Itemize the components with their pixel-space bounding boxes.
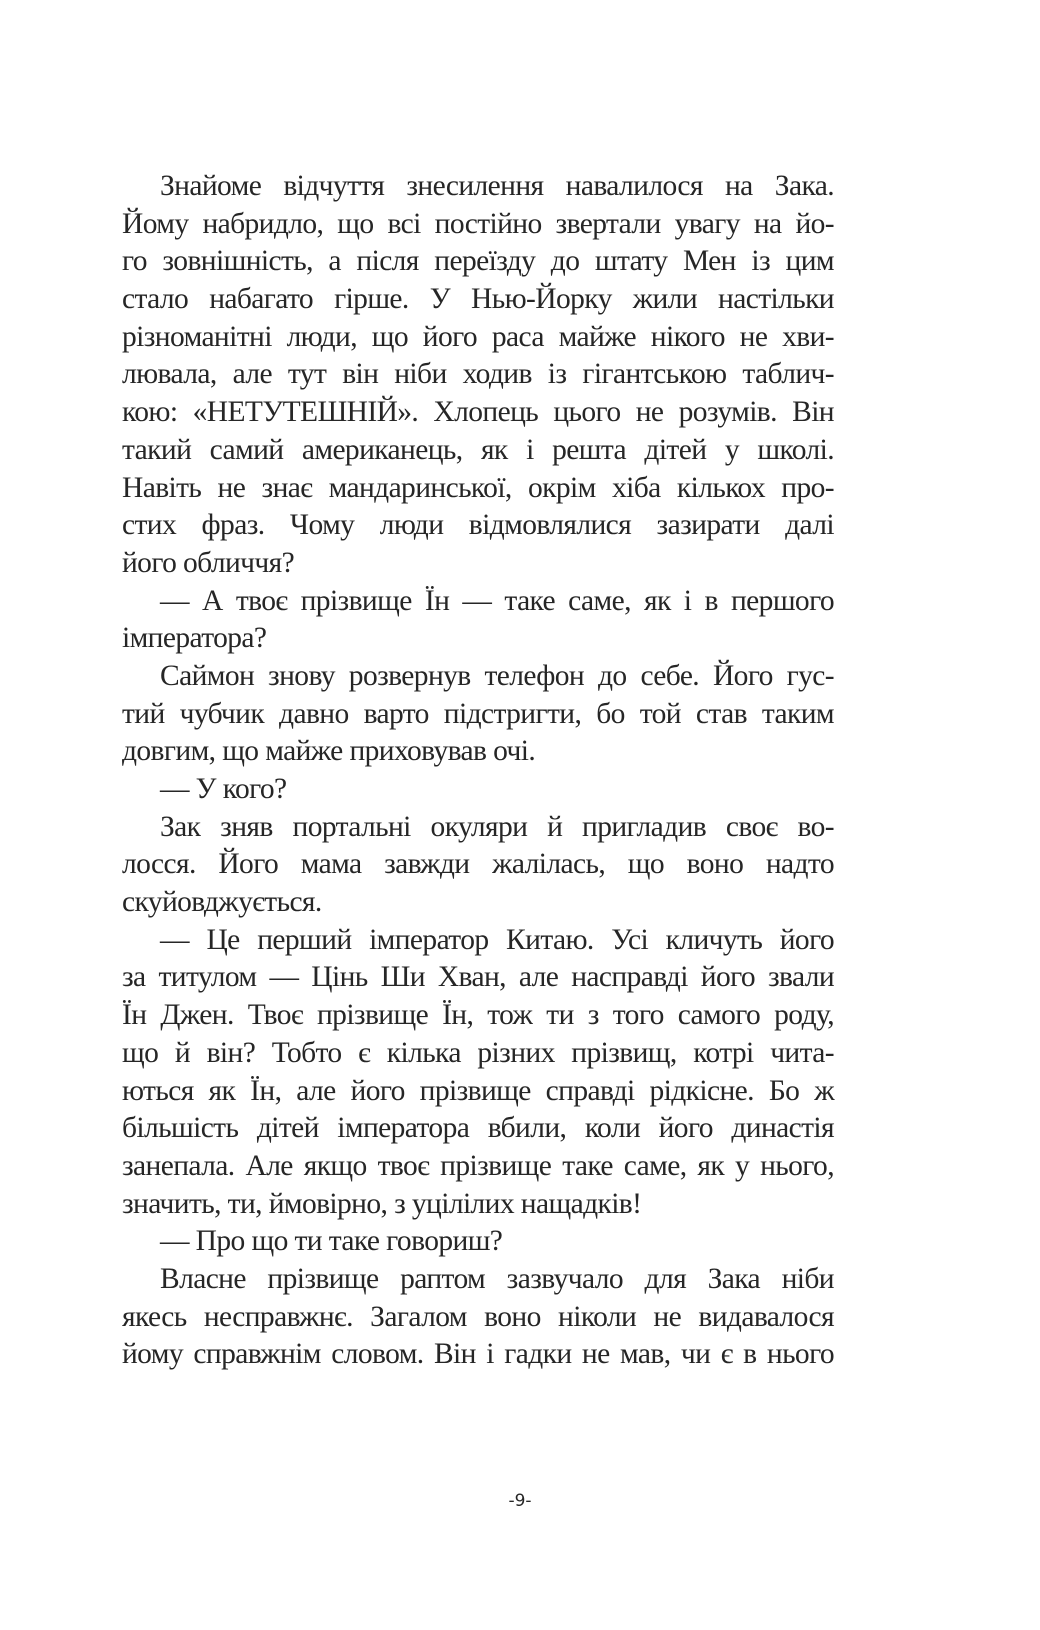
paragraph (122, 168, 834, 583)
text-line: значить, ти, ймовірно, з уцілілих нащадків! (122, 1187, 642, 1220)
text-line: Саймон знову розвернув телефон до себе. Його гус- (160, 659, 834, 692)
text-line: такий самий американець, як і решта дітей у школі. (122, 433, 834, 466)
text-line: Знайоме відчуття знесилення навалилося на Зака. (160, 170, 834, 202)
text-line: йому справжнім словом. Він і гадки не мав, чи є в нього (122, 1338, 834, 1371)
text-line: Йому набридло, що всі постійно звертали увагу на йо- (122, 207, 834, 240)
text-line: го зовнішність, а після переїзду до штату Мен із цим (122, 245, 834, 278)
dialogue-paragraph (122, 583, 834, 658)
text-line: що й він? Тобто є кілька різних прізвищ, котрі чита- (122, 1036, 834, 1069)
book-page-body (122, 168, 834, 1374)
text-line: різноманітні люди, що його раса майже нікого не хви- (122, 320, 834, 353)
text-line: — А твоє прізвище Їн — таке саме, як і в першого (160, 584, 834, 617)
paragraph (122, 809, 834, 922)
text-line: Навіть не знає мандаринської, окрім хіба кількох про- (122, 471, 834, 504)
text-line: імператора? (122, 622, 267, 655)
text-line: — Це перший імператор Китаю. Усі кличуть його (160, 923, 834, 956)
paragraph (122, 1261, 834, 1374)
text-line: за титулом — Цінь Ши Хван, але насправді його звали (122, 961, 834, 994)
dialogue-paragraph (122, 771, 834, 809)
paragraph (122, 658, 834, 771)
text-line: довгим, що майже приховував очі. (122, 735, 536, 768)
text-line: кою: «НЕТУТЕШНІЙ». Хлопець цього не розумів. Він (122, 396, 834, 429)
text-line: Власне прізвище раптом зазвучало для Зака ніби (160, 1262, 834, 1295)
text-line: ються як Їн, але його прізвище справді рідкісне. Бо ж (122, 1074, 834, 1107)
dialogue-paragraph (122, 922, 834, 1224)
text-line: — Про що ти таке говориш? (160, 1225, 503, 1258)
text-line: скуйовджується. (122, 886, 322, 919)
text-line: стало набагато гірше. У Нью-Йорку жили настільки (122, 283, 834, 316)
text-line: — У кого? (160, 773, 287, 805)
text-line: лювала, але тут він ніби ходив із гігантською таблич- (122, 358, 834, 391)
dialogue-paragraph (122, 1223, 834, 1261)
text-line: занепала. Але якщо твоє прізвище таке саме, як у нього, (122, 1149, 834, 1182)
text-line: Зак зняв портальні окуляри й пригладив своє во- (160, 810, 834, 843)
page-number: -9- (508, 1491, 532, 1511)
text-line: більшість дітей імператора вбили, коли його династія (122, 1112, 834, 1145)
text-line: якесь несправжнє. Загалом воно ніколи не видавалося (122, 1300, 834, 1333)
text-line: його обличчя? (122, 546, 295, 579)
text-line: Їн Джен. Твоє прізвище Їн, тож ти з того самого роду, (122, 999, 834, 1032)
text-line: стих фраз. Чому люди відмовлялися зазирати далі (122, 509, 834, 542)
text-line: лосся. Його мама завжди жалілась, що воно надто (122, 848, 834, 881)
text-line: тий чубчик давно варто підстригти, бо той став таким (122, 697, 834, 730)
